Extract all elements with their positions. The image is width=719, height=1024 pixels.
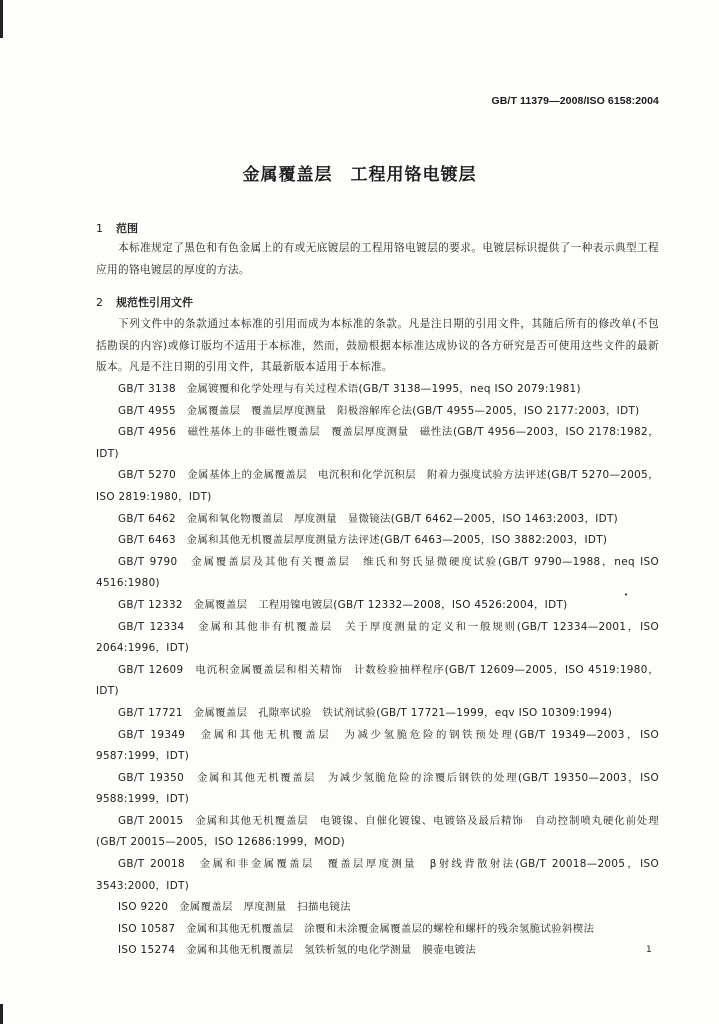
title-part-2: 工程用铬电镀层 <box>350 165 477 185</box>
reference-item: GB/T 4956 磁性基体上的非磁性覆盖层 覆盖层厚度测量 磁性法(GB/T 4956—2003，ISO 2178:1982，IDT) <box>96 426 659 460</box>
reference-list <box>96 379 659 962</box>
standard-code-header: GB/T 11379—2008/ISO 6158:2004 <box>491 95 659 107</box>
reference-item: ISO 9220 金属覆盖层 厚度测量 扫描电镜法 <box>118 901 351 914</box>
scope-paragraph: 本标准规定了黑色和有色金属上的有或无底镀层的工程用铬电镀层的要求。电镀层标识提供了一种表示典型工程应用的铬电镀层的厚度的方法。 <box>96 242 659 276</box>
reference-item: GB/T 19350 金属和其他无机覆盖层 为减少氢脆危险的涂覆后钢铁的处理(GB/T 19350—2003，ISO 9588:1999，IDT) <box>96 771 659 806</box>
scan-speck: • <box>624 591 629 599</box>
section-number: 2 <box>96 296 103 309</box>
title-part-1: 金属覆盖层 <box>242 165 333 185</box>
reference-item: GB/T 4955 金属覆盖层 覆盖层厚度测量 阳极溶解库仑法(GB/T 4955—2005，ISO 2177:2003，IDT) <box>118 404 640 417</box>
section-title: 规范性引用文件 <box>116 296 193 309</box>
reference-item: ISO 10587 金属和其他无机覆盖层 涂覆和未涂覆金属覆盖层的螺栓和螺杆的残余氢脆试验斜楔法 <box>118 922 595 935</box>
references-intro-paragraph: 下列文件中的条款通过本标准的引用而成为本标准的条款。凡是注日期的引用文件，其随后所有的修改单(不包括勘误的内容)或修订版均不适用于本标准，然而，鼓励根据本标准达成协议的各方研究是否可使用这些文件的最新版本。凡是不注日期的引用文件，其最新版本适用于本标准。 <box>96 318 659 373</box>
reference-item: GB/T 12334 金属和其他非有机覆盖层 关于厚度测量的定义和一般规则(GB/T 12334—2001，ISO 2064:1996，IDT) <box>96 620 659 655</box>
reference-item: GB/T 5270 金属基体上的金属覆盖层 电沉积和化学沉积层 附着力强度试验方法评述(GB/T 5270—2005，ISO 2819:1980，IDT) <box>96 469 659 503</box>
reference-item: GB/T 6463 金属和其他无机覆盖层厚度测量方法评述(GB/T 6463—2005，ISO 3882:2003，IDT) <box>118 534 608 547</box>
page-number: 1 <box>646 945 652 955</box>
scan-edge-mark-top <box>0 0 3 38</box>
reference-item: GB/T 20015 金属和其他无机覆盖层 电镀镍、自催化镀镍、电镀铬及最后精饰 自动控制喷丸硬化前处理(GB/T 20015—2005，ISO 12686:1999，MOD) <box>96 814 659 849</box>
section-heading-scope <box>96 220 138 236</box>
reference-item: GB/T 12609 电沉积金属覆盖层和相关精饰 计数检验抽样程序(GB/T 12609—2005，ISO 4519:1980，IDT) <box>96 663 659 698</box>
section-number: 1 <box>96 222 103 235</box>
section-heading-normative-references <box>96 294 193 310</box>
reference-item: GB/T 17721 金属覆盖层 孔隙率试验 铁试剂试验(GB/T 17721—1999，eqv ISO 10309:1994) <box>118 706 613 719</box>
reference-item: ISO 15274 金属和其他无机覆盖层 氢铁析氢的电化学测量 膜壶电镀法 <box>118 944 477 957</box>
section-title: 范围 <box>116 222 138 235</box>
reference-item: GB/T 6462 金属和氧化物覆盖层 厚度测量 显微镜法(GB/T 6462—2005，ISO 1463:2003，IDT) <box>118 512 619 525</box>
reference-item: GB/T 20018 金属和非金属覆盖层 覆盖层厚度测量 β射线背散射法(GB/T 20018—2005，ISO 3543:2000，IDT) <box>96 858 659 892</box>
scan-edge-mark-bottom <box>0 1004 3 1024</box>
reference-item: GB/T 3138 金属镀覆和化学处理与有关过程术语(GB/T 3138—1995，neq ISO 2079:1981) <box>118 383 581 395</box>
reference-item: GB/T 9790 金属覆盖层及其他有关覆盖层 维氏和努氏显微硬度试验(GB/T 9790—1988，neq ISO 4516:1980) <box>96 555 659 590</box>
reference-item: GB/T 12332 金属覆盖层 工程用镍电镀层(GB/T 12332—2008，ISO 4526:2004，IDT) <box>118 598 568 611</box>
document-title <box>0 160 719 185</box>
reference-item: GB/T 19349 金属和其他无机覆盖层 为减少氢脆危险的钢铁预处理(GB/T 19349—2003，ISO 9587:1999，IDT) <box>96 728 659 763</box>
